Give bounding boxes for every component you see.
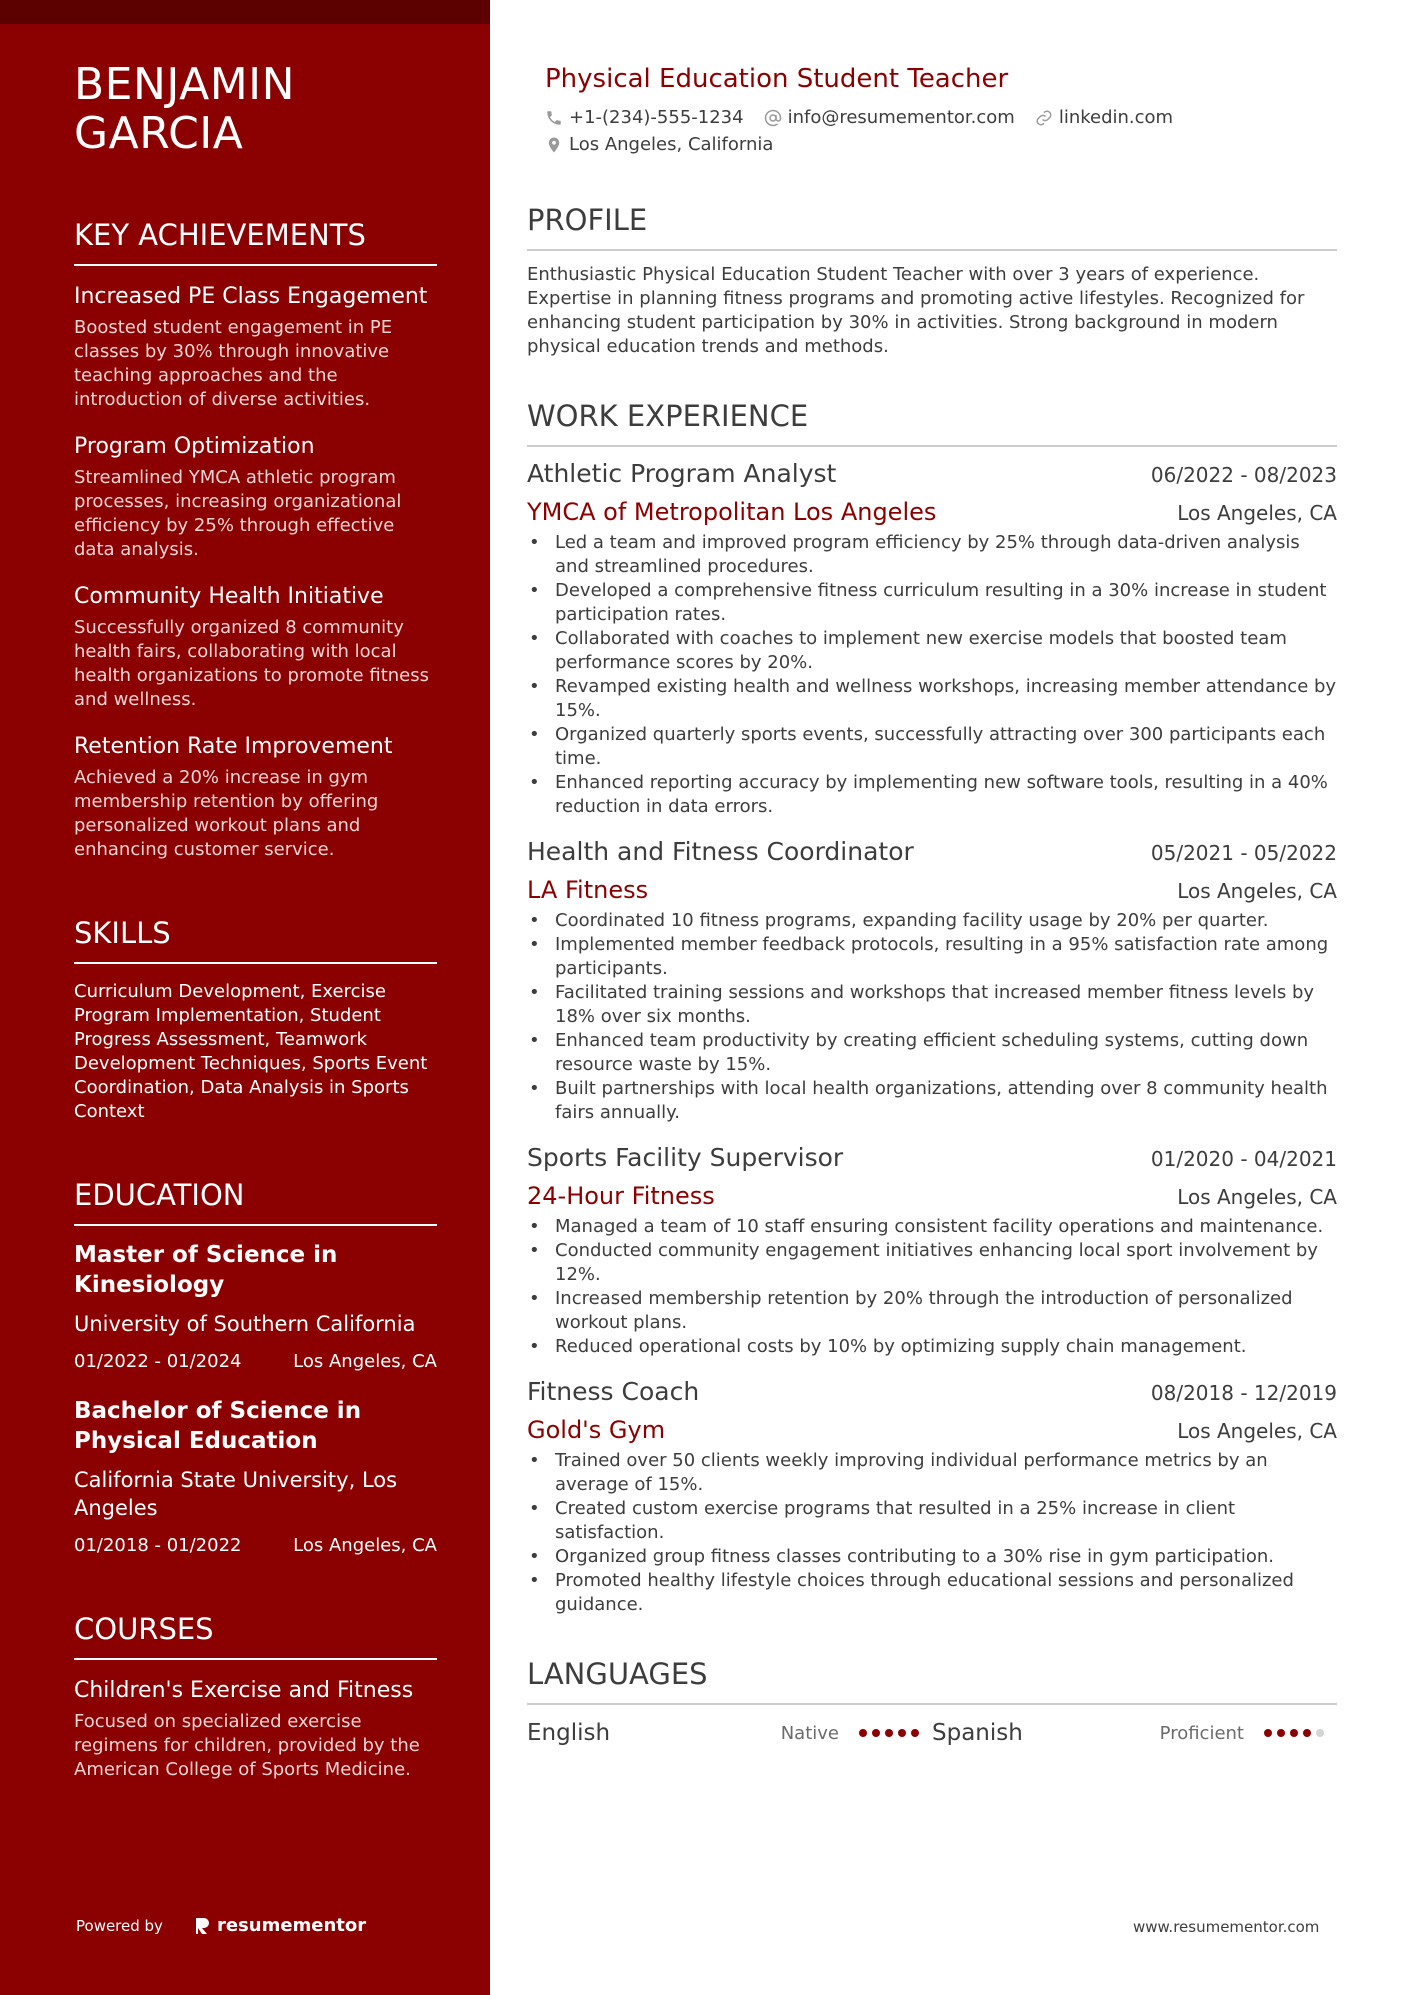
skills-title: SKILLS [74,916,437,964]
job-role: Fitness Coach [527,1377,700,1406]
job-role: Athletic Program Analyst [527,459,837,488]
job-entry [527,835,1337,1125]
job-bullet: • Trained over 50 clients weekly improving individual performance metrics by an average of 15%. [527,1449,1337,1497]
job-bullet: • Enhanced team productivity by creating efficient scheduling systems, cutting down resource waste by 15%. [527,1029,1337,1077]
job-dates: 08/2018 - 12/2019 [1150,1381,1337,1405]
language-rating [859,1729,924,1737]
rating-dot-filled [872,1729,880,1737]
job-company: 24-Hour Fitness [527,1182,715,1210]
location-text: Los Angeles, California [569,134,774,155]
resumementor-logo-icon [193,1916,211,1936]
job-bullets [527,1449,1337,1617]
education-location: Los Angeles, CA [293,1351,437,1372]
contact-location [545,133,773,157]
languages-title: LANGUAGES [527,1657,1337,1705]
education-meta [74,1350,437,1374]
rating-dot-filled [885,1729,893,1737]
education-item [74,1396,437,1558]
achievement-description: Achieved a 20% increase in gym membership retention by offering personalized workout plans and enhancing customer service. [74,767,379,860]
course-description: Focused on specialized exercise regimens for children, provided by the American College of Sports Medicine. [74,1711,420,1780]
job-bullets [527,909,1337,1125]
skills-list: Curriculum Development, Exercise Program Implementation, Student Progress Assessment, Teamwork Development Techniques, Sports Event Coordination, Data Analysis in Sports Context [74,981,428,1122]
job-bullet: • Enhanced reporting accuracy by implementing new software tools, resulting in a 40% reduction in data errors. [527,771,1337,819]
job-entry [527,1141,1337,1359]
course-item [74,1676,437,1782]
languages-section [527,1657,1337,1749]
job-bullet: • Coordinated 10 fitness programs, expanding facility usage by 20% per quarter. [527,909,1337,933]
job-bullet: • Promoted healthy lifestyle choices through educational sessions and personalized guidance. [527,1569,1337,1617]
language-name: English [527,1720,611,1746]
job-bullet: • Facilitated training sessions and workshops that increased member fitness levels by 18% over six months. [527,981,1337,1029]
job-entry [527,457,1337,819]
job-bullet: • Increased membership retention by 20% through the introduction of personalized workout plans. [527,1287,1337,1335]
job-bullets [527,531,1337,819]
achievement-title: Program Optimization [74,434,315,459]
headline-job-title: Physical Education Student Teacher [545,64,1009,94]
education-dates: 01/2022 - 01/2024 [74,1351,242,1372]
phone-text: +1-(234)-555-1234 [569,107,744,128]
email-text: info@resumementor.com [787,107,1015,128]
job-role: Sports Facility Supervisor [527,1143,844,1172]
job-bullet: • Created custom exercise programs that resulted in a 25% increase in client satisfaction. [527,1497,1337,1545]
language-level: Native [780,1722,839,1744]
job-bullet: • Organized quarterly sports events, successfully attracting over 300 participants each time. [527,723,1337,771]
language-item [932,1717,1337,1749]
achievement-title: Community Health Initiative [74,584,384,609]
profile-title: PROFILE [527,203,1337,251]
job-dates: 05/2021 - 05/2022 [1150,841,1337,865]
job-location: Los Angeles, CA [1177,1185,1337,1209]
map-pin-icon [545,136,563,154]
language-rating [1264,1729,1329,1737]
job-bullet: • Revamped existing health and wellness workshops, increasing member attendance by 15%. [527,675,1337,723]
sidebar-content [74,60,437,1782]
job-location: Los Angeles, CA [1177,1419,1337,1443]
education-degree: Master of Science in Kinesiology [74,1242,338,1298]
rating-dot-filled [1264,1729,1272,1737]
rating-dot-filled [1290,1729,1298,1737]
rating-dot-filled [1303,1729,1311,1737]
course-title: Children's Exercise and Fitness [74,1678,414,1703]
job-bullet: • Collaborated with coaches to implement new exercise models that boosted team performance scores by 20%. [527,627,1337,675]
profile-section [527,203,1337,359]
education-school: California State University, Los Angeles [74,1468,398,1520]
education-school: University of Southern California [74,1312,416,1336]
education-degree: Bachelor of Science in Physical Education [74,1398,362,1454]
at-sign-icon [764,109,782,127]
footer-website[interactable]: www.resumementor.com [1133,1918,1320,1936]
brand-logo[interactable] [193,1915,366,1936]
job-company: LA Fitness [527,876,649,904]
language-item [527,1717,932,1749]
achievement-item [74,582,437,712]
sidebar [0,0,490,1995]
contact-row [545,133,1337,157]
job-bullet: • Organized group fitness classes contributing to a 30% rise in gym participation. [527,1545,1337,1569]
job-entry [527,1375,1337,1617]
languages-list [527,1717,1337,1749]
achievement-description: Streamlined YMCA athletic program processes, increasing organizational efficiency by 25% through effective data analysis. [74,467,402,560]
language-level: Proficient [1159,1722,1244,1744]
achievement-item [74,432,437,562]
job-bullet: • Implemented member feedback protocols, resulting in a 95% satisfaction rate among participants. [527,933,1337,981]
powered-by-label: Powered by [76,1916,163,1935]
job-bullet: • Developed a comprehensive fitness curriculum resulting in a 30% increase in student participation rates. [527,579,1337,627]
rating-dot-filled [859,1729,867,1737]
key-achievements-title: KEY ACHIEVEMENTS [74,218,437,266]
skills-section [74,916,437,1124]
brand-name: resumementor [216,1915,367,1936]
work-experience-section [527,399,1337,1617]
rating-dot-filled [898,1729,906,1737]
education-section [74,1178,437,1558]
job-role: Health and Fitness Coordinator [527,837,914,866]
job-location: Los Angeles, CA [1177,501,1337,525]
candidate-name [74,60,437,158]
linkedin-text: linkedin.com [1058,107,1174,128]
achievement-description: Successfully organized 8 community health fairs, collaborating with local health organizations to promote fitness and wellness. [74,617,429,710]
job-bullet: • Led a team and improved program efficiency by 25% through data-driven analysis and streamlined procedures. [527,531,1337,579]
achievement-item [74,282,437,412]
education-dates: 01/2018 - 01/2022 [74,1535,242,1556]
education-item [74,1240,437,1374]
contact-email[interactable] [764,106,1015,130]
achievement-title: Retention Rate Improvement [74,734,393,759]
profile-text: Enthusiastic Physical Education Student Teacher with over 3 years of experience. Expertise in planning fitness programs and promoting active lifestyles. Recognized for enhancing student participation by 30% in activities. Strong background in modern physical education trends and methods. [527,264,1305,357]
phone-icon [545,109,563,127]
achievement-item [74,732,437,862]
name-line-2: GARCIA [74,108,244,159]
main-content [527,62,1337,1749]
job-dates: 06/2022 - 08/2023 [1150,463,1337,487]
key-achievements-section [74,218,437,862]
name-line-1: BENJAMIN [74,59,296,110]
achievement-title: Increased PE Class Engagement [74,284,428,309]
contact-linkedin[interactable] [1035,106,1173,130]
achievement-description: Boosted student engagement in PE classes by 30% through innovative teaching approaches and the introduction of diverse activities. [74,317,393,410]
job-company: Gold's Gym [527,1416,666,1444]
job-bullets [527,1215,1337,1359]
contact-phone[interactable] [545,106,744,130]
rating-dot-filled [911,1729,919,1737]
job-bullet: • Managed a team of 10 staff ensuring consistent facility operations and maintenance. [527,1215,1337,1239]
job-company: YMCA of Metropolitan Los Angeles [527,498,937,526]
contact-row [545,106,1337,130]
courses-section [74,1612,437,1782]
education-location: Los Angeles, CA [293,1535,437,1556]
job-bullet: • Built partnerships with local health organizations, attending over 8 community health fairs annually. [527,1077,1337,1125]
rating-dot-empty [1316,1729,1324,1737]
sidebar-top-bar [0,0,490,24]
link-icon [1035,109,1053,127]
job-location: Los Angeles, CA [1177,879,1337,903]
work-experience-title: WORK EXPERIENCE [527,399,1337,447]
language-name: Spanish [932,1720,1023,1746]
education-meta [74,1534,437,1558]
job-dates: 01/2020 - 04/2021 [1150,1147,1337,1171]
job-bullet: • Reduced operational costs by 10% by optimizing supply chain management. [527,1335,1337,1359]
job-bullet: • Conducted community engagement initiatives enhancing local sport involvement by 12%. [527,1239,1337,1287]
rating-dot-filled [1277,1729,1285,1737]
courses-title: COURSES [74,1612,437,1660]
education-title: EDUCATION [74,1178,437,1226]
powered-by [76,1915,366,1936]
